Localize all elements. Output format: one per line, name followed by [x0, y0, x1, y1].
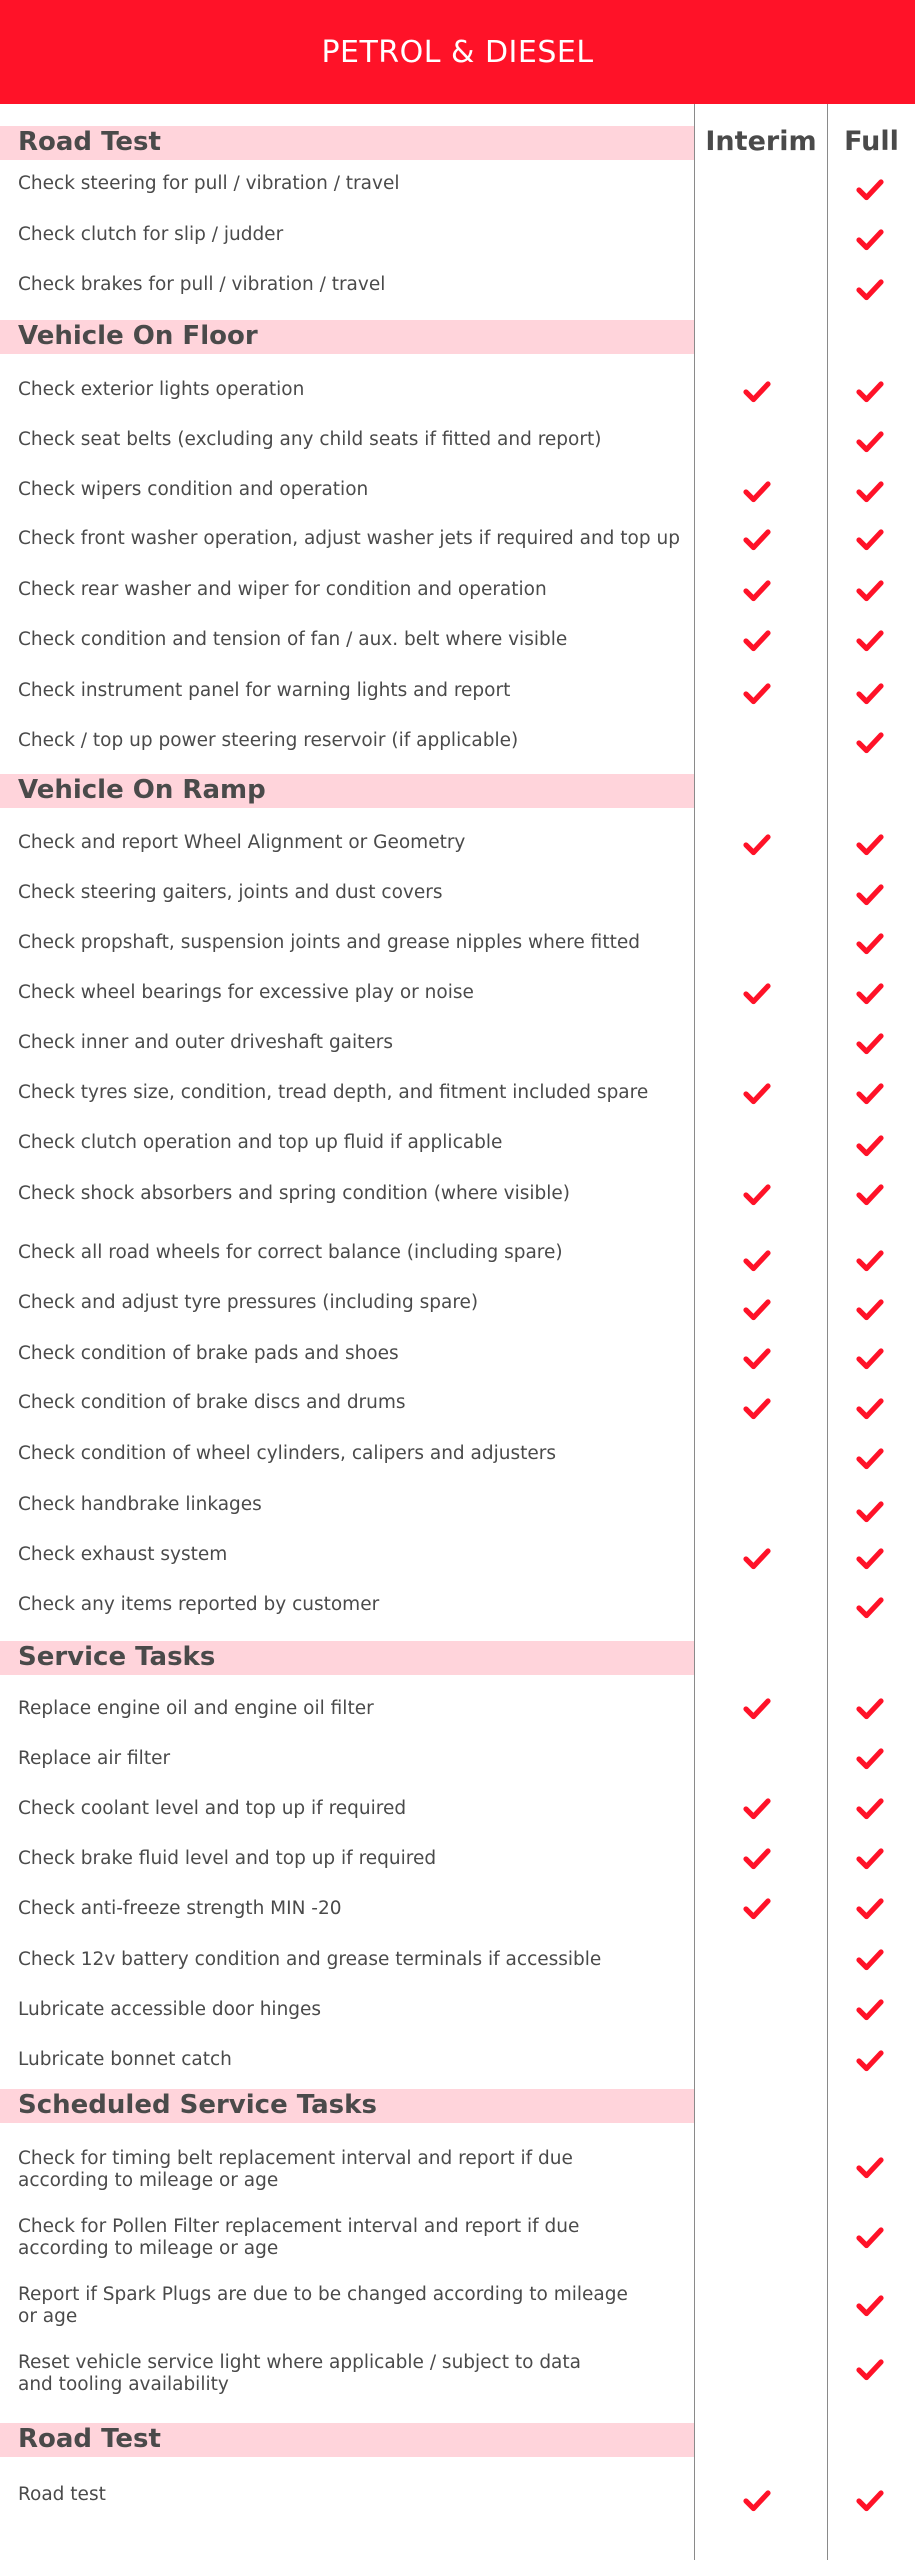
- check-icon: [743, 1697, 771, 1721]
- checklist-item-label: Check clutch operation and top up fluid if applicable: [18, 1132, 503, 1153]
- full-check: [856, 1500, 884, 1524]
- check-icon: [856, 1747, 884, 1771]
- check-icon: [743, 1082, 771, 1106]
- full-check: [856, 833, 884, 857]
- full-check: [856, 1249, 884, 1273]
- checklist-item-label: Check condition of brake pads and shoes: [18, 1343, 399, 1364]
- column-divider-full: [827, 104, 828, 2560]
- full-check: [856, 1134, 884, 1158]
- check-icon: [856, 178, 884, 202]
- check-icon: [856, 579, 884, 603]
- check-icon: [856, 1397, 884, 1421]
- check-icon: [856, 1447, 884, 1471]
- full-check: [856, 2226, 884, 2250]
- full-check: [856, 1998, 884, 2022]
- check-icon: [856, 883, 884, 907]
- section-title: Scheduled Service Tasks: [18, 2090, 377, 2120]
- checklist-item-label: Check instrument panel for warning lights and report: [18, 680, 511, 701]
- section-header: [0, 1641, 694, 1675]
- section-title: Vehicle On Floor: [18, 321, 258, 351]
- full-check: [856, 2358, 884, 2382]
- full-check: [856, 1032, 884, 1056]
- interim-check: [743, 579, 771, 603]
- full-check: [856, 2489, 884, 2513]
- check-icon: [856, 228, 884, 252]
- check-icon: [856, 1347, 884, 1371]
- full-check: [856, 1697, 884, 1721]
- checklist-item-label: Check wipers condition and operation: [18, 479, 369, 500]
- section-header: [0, 2423, 694, 2457]
- check-icon: [743, 629, 771, 653]
- check-icon: [856, 2294, 884, 2318]
- interim-check: [743, 380, 771, 404]
- check-icon: [856, 1249, 884, 1273]
- checklist-item-label: Check steering gaiters, joints and dust covers: [18, 882, 443, 903]
- interim-check: [743, 1547, 771, 1571]
- check-icon: [856, 278, 884, 302]
- check-icon: [856, 1847, 884, 1871]
- page-header: [0, 0, 915, 104]
- full-check: [856, 1847, 884, 1871]
- check-icon: [856, 1082, 884, 1106]
- checklist-item-label: Replace engine oil and engine oil filter: [18, 1698, 374, 1719]
- checklist-item-label: Check brake fluid level and top up if required: [18, 1848, 437, 1869]
- checklist-item-label: Check rear washer and wiper for condition and operation: [18, 579, 547, 600]
- column-header-interim: Interim: [705, 126, 817, 157]
- interim-check: [743, 528, 771, 552]
- check-icon: [856, 629, 884, 653]
- checklist-item-label: Check wheel bearings for excessive play or noise: [18, 982, 474, 1003]
- checklist-item-label: Check condition of brake discs and drums: [18, 1392, 406, 1413]
- interim-check: [743, 1298, 771, 1322]
- check-icon: [856, 430, 884, 454]
- check-icon: [743, 1183, 771, 1207]
- checklist-item-label: Check steering for pull / vibration / travel: [18, 173, 400, 194]
- check-icon: [856, 1298, 884, 1322]
- check-icon: [856, 528, 884, 552]
- full-check: [856, 178, 884, 202]
- check-icon: [743, 380, 771, 404]
- section-header: [0, 2089, 694, 2123]
- checklist-item-label: Check tyres size, condition, tread depth, and fitment included spare: [18, 1082, 649, 1103]
- check-icon: [856, 833, 884, 857]
- checklist-item-label: Road test: [18, 2484, 106, 2505]
- interim-check: [743, 2489, 771, 2513]
- check-icon: [743, 579, 771, 603]
- interim-check: [743, 1082, 771, 1106]
- check-icon: [856, 1998, 884, 2022]
- column-divider-interim: [694, 104, 695, 2560]
- checklist-item-label: Check / top up power steering reservoir (if applicable): [18, 730, 519, 751]
- check-icon: [856, 1797, 884, 1821]
- interim-check: [743, 1697, 771, 1721]
- full-check: [856, 480, 884, 504]
- full-check: [856, 1897, 884, 1921]
- check-icon: [856, 1500, 884, 1524]
- checklist-item-label: Reset vehicle service light where applicable / subject to data and tooling availability: [18, 2352, 581, 2395]
- checklist-item-label: Check shock absorbers and spring condition (where visible): [18, 1183, 570, 1204]
- full-check: [856, 1347, 884, 1371]
- check-icon: [743, 1547, 771, 1571]
- check-icon: [856, 380, 884, 404]
- full-check: [856, 883, 884, 907]
- checklist-item-label: Check any items reported by customer: [18, 1594, 380, 1615]
- check-icon: [743, 2489, 771, 2513]
- check-icon: [743, 1249, 771, 1273]
- checklist-item-label: Check for timing belt replacement interval and report if due according to mileage or age: [18, 2148, 573, 2191]
- full-check: [856, 1596, 884, 1620]
- checklist-item-label: Check clutch for slip / judder: [18, 224, 284, 245]
- full-check: [856, 1183, 884, 1207]
- page-title: PETROL & DIESEL: [321, 34, 594, 70]
- check-icon: [743, 833, 771, 857]
- checklist-item-label: Check exhaust system: [18, 1544, 228, 1565]
- check-icon: [743, 1797, 771, 1821]
- checklist-item-label: Check condition and tension of fan / aux. belt where visible: [18, 629, 568, 650]
- checklist-item-label: Check front washer operation, adjust washer jets if required and top up: [18, 528, 680, 549]
- check-icon: [856, 2489, 884, 2513]
- interim-check: [743, 1249, 771, 1273]
- interim-check: [743, 682, 771, 706]
- full-check: [856, 528, 884, 552]
- interim-check: [743, 629, 771, 653]
- check-icon: [856, 2358, 884, 2382]
- check-icon: [743, 1847, 771, 1871]
- check-icon: [856, 2049, 884, 2073]
- check-icon: [856, 932, 884, 956]
- section-title: Road Test: [18, 127, 161, 157]
- section-header: [0, 320, 694, 354]
- checklist-item-label: Check condition of wheel cylinders, calipers and adjusters: [18, 1443, 556, 1464]
- interim-check: [743, 1897, 771, 1921]
- section-title: Road Test: [18, 2424, 161, 2454]
- full-check: [856, 1447, 884, 1471]
- section-header: [0, 774, 694, 808]
- full-check: [856, 380, 884, 404]
- full-check: [856, 932, 884, 956]
- checklist-item-label: Check exterior lights operation: [18, 379, 305, 400]
- checklist-item-label: Report if Spark Plugs are due to be changed according to mileage or age: [18, 2284, 628, 2327]
- full-check: [856, 682, 884, 706]
- check-icon: [856, 682, 884, 706]
- checklist-item-label: Check seat belts (excluding any child seats if fitted and report): [18, 429, 602, 450]
- check-icon: [856, 1134, 884, 1158]
- check-icon: [856, 982, 884, 1006]
- checklist-item-label: Check handbrake linkages: [18, 1494, 262, 1515]
- full-check: [856, 1298, 884, 1322]
- checklist-item-label: Check coolant level and top up if required: [18, 1798, 407, 1819]
- checklist-item-label: Check anti-freeze strength MIN -20: [18, 1898, 342, 1919]
- check-icon: [856, 731, 884, 755]
- full-check: [856, 1948, 884, 1972]
- checklist-item-label: Check 12v battery condition and grease terminals if accessible: [18, 1949, 602, 1970]
- full-check: [856, 2049, 884, 2073]
- check-icon: [856, 2226, 884, 2250]
- full-check: [856, 2294, 884, 2318]
- interim-check: [743, 1183, 771, 1207]
- interim-check: [743, 1847, 771, 1871]
- checklist-item-label: Check brakes for pull / vibration / travel: [18, 274, 386, 295]
- checklist-item-label: Check for Pollen Filter replacement interval and report if due according to mileage or age: [18, 2216, 580, 2259]
- full-check: [856, 1797, 884, 1821]
- checklist-item-label: Lubricate accessible door hinges: [18, 1999, 322, 2020]
- checklist-item-label: Lubricate bonnet catch: [18, 2049, 232, 2070]
- check-icon: [743, 1347, 771, 1371]
- interim-check: [743, 1397, 771, 1421]
- full-check: [856, 278, 884, 302]
- check-icon: [856, 1547, 884, 1571]
- check-icon: [856, 1897, 884, 1921]
- check-icon: [743, 1397, 771, 1421]
- check-icon: [856, 480, 884, 504]
- full-check: [856, 2156, 884, 2180]
- interim-check: [743, 1347, 771, 1371]
- full-check: [856, 1747, 884, 1771]
- check-icon: [743, 1298, 771, 1322]
- check-icon: [856, 1596, 884, 1620]
- checklist-item-label: Replace air filter: [18, 1748, 171, 1769]
- checklist-item-label: Check inner and outer driveshaft gaiters: [18, 1032, 394, 1053]
- section-title: Service Tasks: [18, 1642, 216, 1672]
- full-check: [856, 982, 884, 1006]
- checklist-item-label: Check all road wheels for correct balance (including spare): [18, 1242, 563, 1263]
- full-check: [856, 579, 884, 603]
- check-icon: [856, 1183, 884, 1207]
- full-check: [856, 1547, 884, 1571]
- interim-check: [743, 1797, 771, 1821]
- full-check: [856, 1082, 884, 1106]
- section-header: [0, 126, 694, 160]
- check-icon: [856, 1032, 884, 1056]
- full-check: [856, 228, 884, 252]
- check-icon: [743, 982, 771, 1006]
- full-check: [856, 1397, 884, 1421]
- interim-check: [743, 982, 771, 1006]
- checklist-item-label: Check propshaft, suspension joints and grease nipples where fitted: [18, 932, 640, 953]
- interim-check: [743, 833, 771, 857]
- section-title: Vehicle On Ramp: [18, 775, 266, 805]
- checklist-item-label: Check and report Wheel Alignment or Geometry: [18, 832, 466, 853]
- check-icon: [743, 682, 771, 706]
- checklist-item-label: Check and adjust tyre pressures (including spare): [18, 1292, 479, 1313]
- full-check: [856, 430, 884, 454]
- check-icon: [743, 480, 771, 504]
- check-icon: [856, 1697, 884, 1721]
- full-check: [856, 731, 884, 755]
- check-icon: [856, 2156, 884, 2180]
- interim-check: [743, 480, 771, 504]
- column-header-full: Full: [844, 126, 899, 157]
- check-icon: [856, 1948, 884, 1972]
- full-check: [856, 629, 884, 653]
- check-icon: [743, 1897, 771, 1921]
- check-icon: [743, 528, 771, 552]
